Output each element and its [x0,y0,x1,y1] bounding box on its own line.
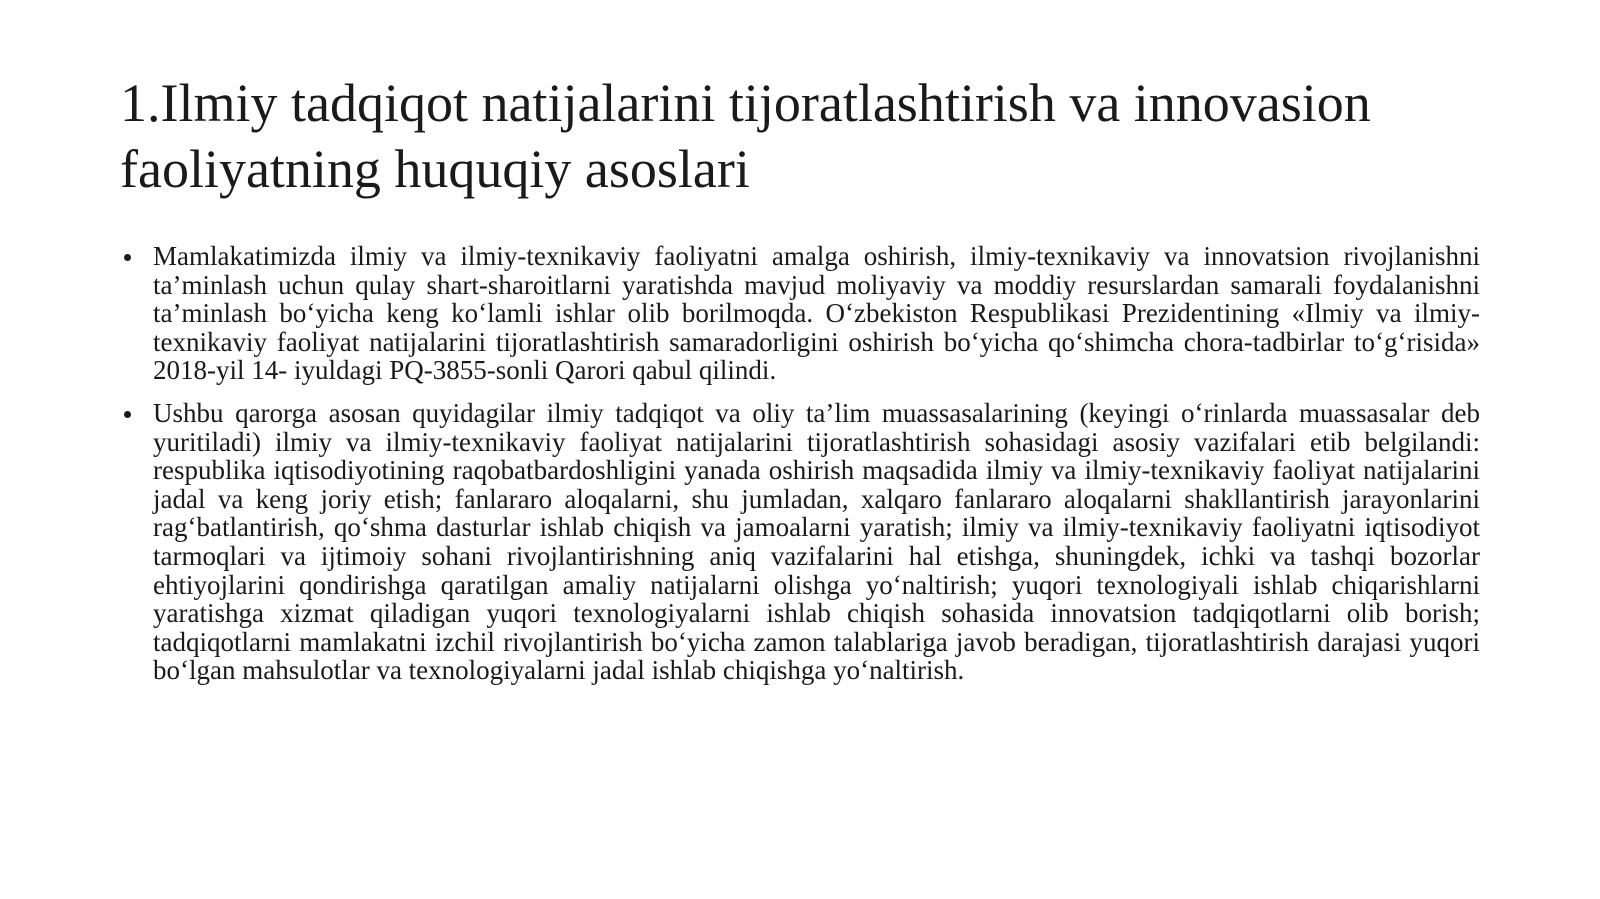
slide-title: 1.Ilmiy tadqiqot natijalarini tijoratlashtirish va innovasion faoliyatning huquqiy asoslari [120,73,1371,199]
bullet-text: Mamlakatimizda ilmiy va ilmiy-texnikaviy faoliyatni amalga oshirish, ilmiy-texnikaviy va innovatsion rivojlanishni ta’minlash uchun qulay shart-sharoitlarni yaratishda mavjud moliyaviy va moddiy resurslardan samarali foydalanishni ta’minlash bo‘yicha keng ko‘lamli ishlar olib borilmoqda. O‘zbekiston Respublikasi Prezidentining «Ilmiy va ilmiy-texnikaviy faoliyat natijalarini tijoratlashtirish samaradorligini oshirish bo‘yicha qo‘shimcha chora-tadbirlar to‘g‘risida» 2018-yil 14- iyuldagi PQ-3855-sonli Qarori qabul qilindi. [153,241,1480,386]
bullet-text: Ushbu qarorga asosan quyidagilar ilmiy tadqiqot va oliy ta’lim muassasalarining (keyingi o‘rinlarda muassasalar deb yuritiladi) ilmiy va ilmiy-texnikaviy faoliyat natijalarini tijoratlashtirish sohasidagi asosiy vazifalari etib belgilandi: respublika iqtisodiyotining raqobatbardoshligini yanada oshirish maqsadida ilmiy va ilmiy-texnikaviy faoliyat natijalarini jadal va keng joriy etish; fanlararo aloqalarni, shu jumladan, xalqaro fanlararo aloqalarni shakllantirish jarayonlarini rag‘batlantirish, qo‘shma dasturlar ishlab chiqish va jamoalarni yaratish; ilmiy va ilmiy-texnikaviy faoliyatni iqtisodiyot tarmoqlari va ijtimoiy sohani rivojlantirishning aniq vazifalarini hal etishga, shuningdek, ichki va tashqi bozorlar ehtiyojlarini qondirishga qaratilgan amaliy natijalarni olishga yo‘naltirish; yuqori texnologiyali ishlab chiqarishlarni yaratishga xizmat qiladigan yuqori texnologiyalarni ishlab chiqish sohasida innovatsion tadqiqotlarni olib borish; tadqiqotlarni mamlakatni izchil rivojlantirish bo‘yicha zamon talablariga javob beradigan, tijoratlashtirish darajasi yuqori bo‘lgan mahsulotlar va texnologiyalarni jadal ishlab chiqishga yo‘naltirish. [153,397,1480,686]
bullet-list [120,242,1480,699]
bullet-item [120,399,1480,685]
bullet-dot-icon [124,254,131,261]
bullet-dot-icon [124,411,131,418]
bullet-item [120,242,1480,385]
